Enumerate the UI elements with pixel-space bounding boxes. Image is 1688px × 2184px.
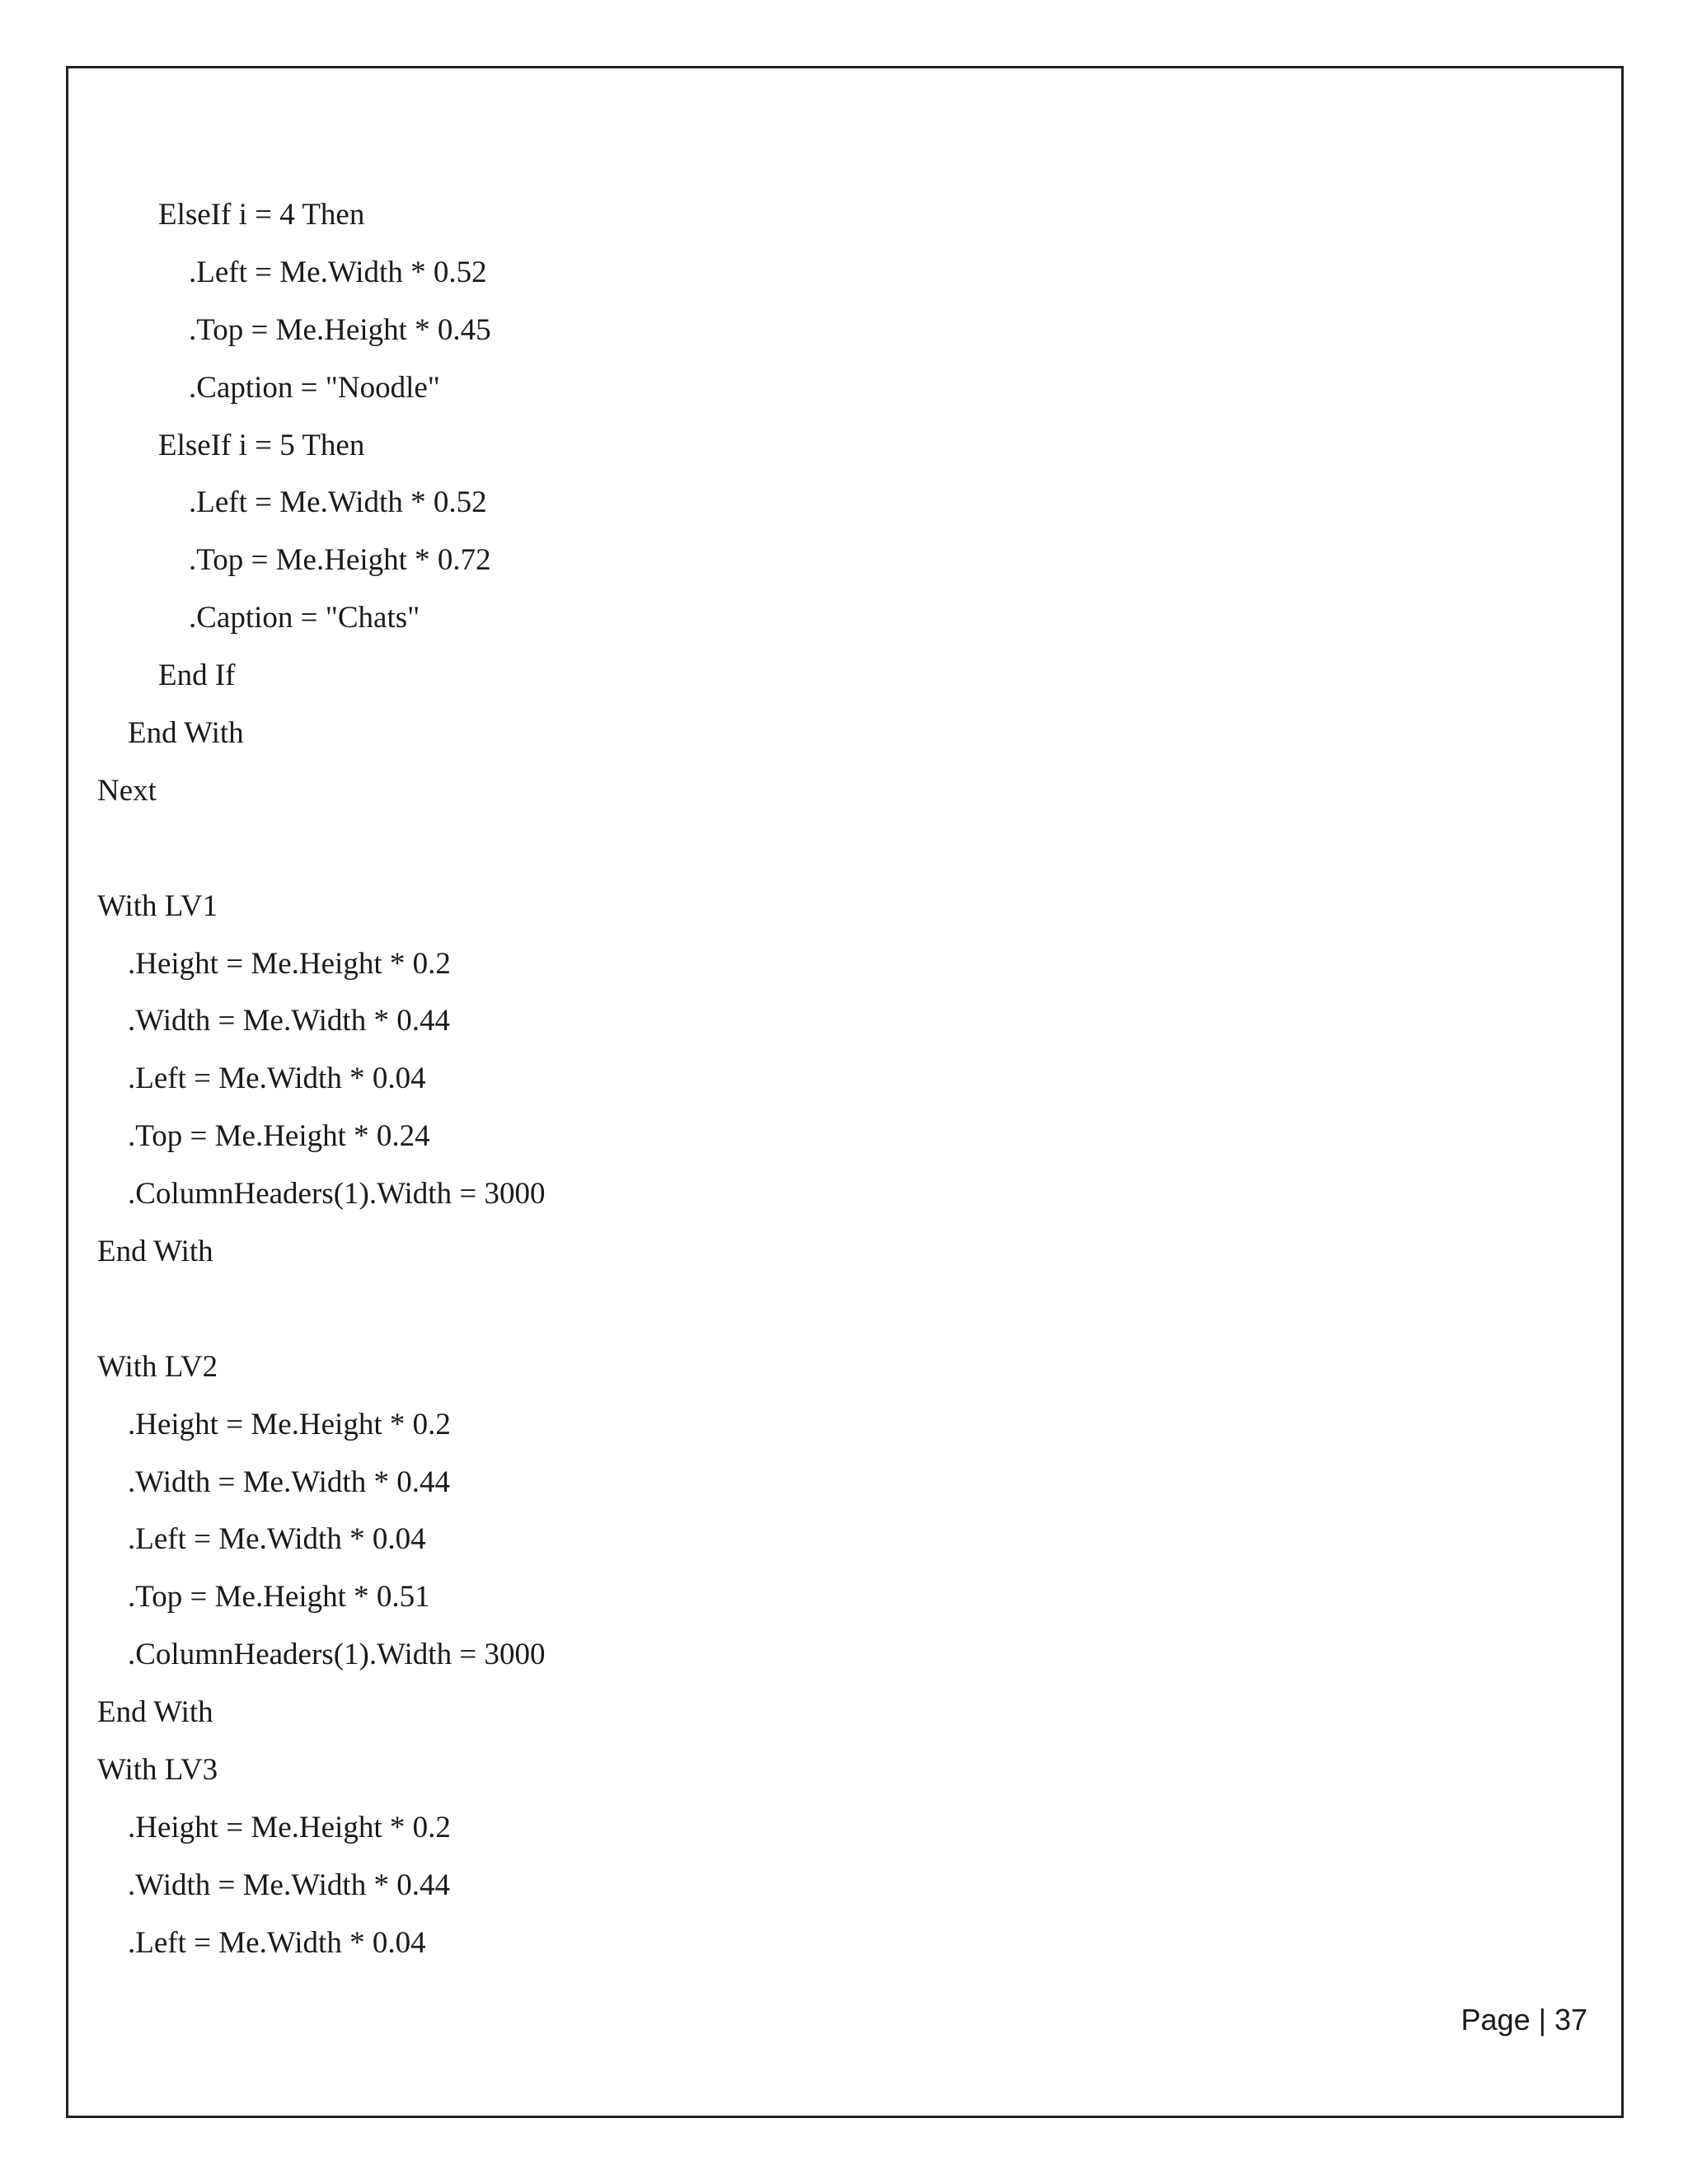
code-line: .Width = Me.Width * 0.44	[128, 1868, 450, 1902]
code-line: End With	[128, 716, 244, 751]
page-number: Page | 37	[1461, 2003, 1587, 2036]
code-listing	[97, 194, 1498, 1980]
code-line: Next	[97, 773, 157, 808]
code-line: .Left = Me.Width * 0.04	[128, 1062, 426, 1096]
code-line: .ColumnHeaders(1).Width = 3000	[128, 1638, 546, 1672]
code-line: .Height = Me.Height * 0.2	[128, 1810, 451, 1844]
code-line: With LV1	[97, 888, 218, 923]
code-line: .Left = Me.Width * 0.04	[128, 1925, 426, 1960]
code-line: .Height = Me.Height * 0.2	[128, 946, 451, 981]
code-line: End If	[158, 658, 236, 693]
code-line: .Caption = "Chats"	[189, 601, 420, 635]
code-line: .ColumnHeaders(1).Width = 3000	[128, 1177, 546, 1212]
code-line: End With	[97, 1235, 213, 1269]
code-line: .Width = Me.Width * 0.44	[128, 1004, 450, 1038]
code-line: .Top = Me.Height * 0.45	[189, 312, 491, 347]
code-line: .Top = Me.Height * 0.51	[128, 1580, 430, 1615]
code-line: .Left = Me.Width * 0.52	[189, 255, 487, 289]
code-line: With LV2	[97, 1349, 218, 1384]
code-line: With LV3	[97, 1753, 218, 1788]
code-line: .Left = Me.Width * 0.04	[128, 1522, 426, 1557]
code-line	[97, 828, 1498, 886]
code-line: .Left = Me.Width * 0.52	[189, 485, 487, 520]
code-line: End With	[97, 1695, 213, 1730]
code-line: ElseIf i = 5 Then	[158, 428, 365, 462]
code-line	[97, 1289, 1498, 1347]
code-line: .Width = Me.Width * 0.44	[128, 1465, 450, 1499]
code-line: .Top = Me.Height * 0.24	[128, 1119, 430, 1154]
code-line: .Caption = "Noodle"	[189, 370, 440, 405]
code-line: .Top = Me.Height * 0.72	[189, 543, 491, 578]
code-line: .Height = Me.Height * 0.2	[128, 1407, 451, 1441]
code-line: ElseIf i = 4 Then	[158, 198, 365, 232]
